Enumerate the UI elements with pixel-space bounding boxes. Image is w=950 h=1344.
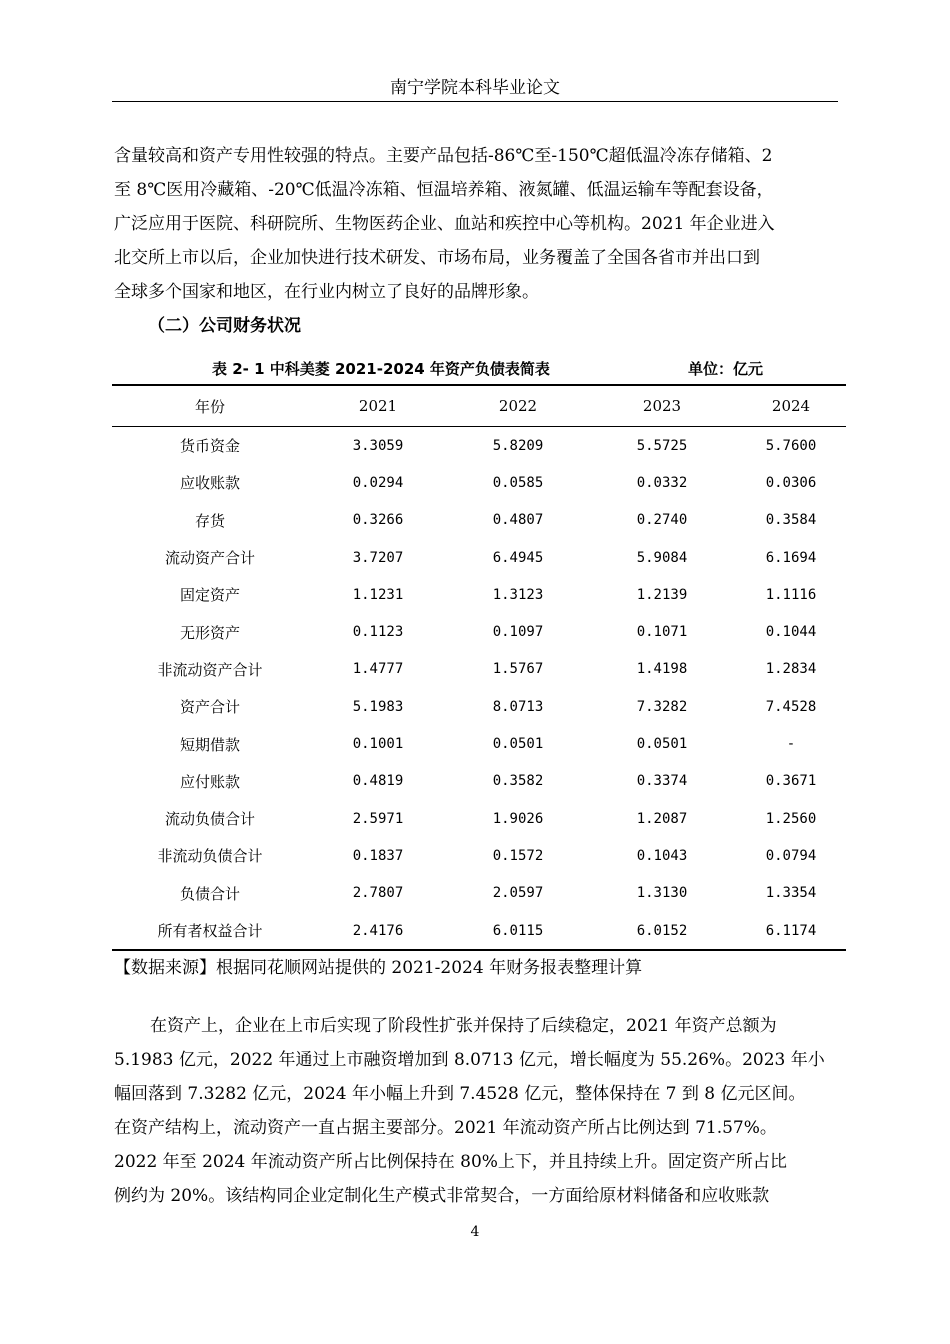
header-cell-2024: 2024 (771, 397, 811, 415)
value-cell: 0.3374 (636, 773, 688, 790)
value-cell: 5.1983 (352, 698, 404, 715)
row-label-cell: 非流动资产合计 (157, 660, 263, 679)
value-cell: 1.5767 (492, 661, 544, 678)
row-label-cell: 流动资产合计 (164, 549, 255, 568)
table-body (112, 427, 846, 951)
table-row (112, 763, 846, 800)
value-cell: 0.0501 (636, 736, 688, 753)
value-cell: 1.2834 (765, 661, 817, 678)
value-cell: 1.3123 (492, 586, 544, 603)
text-line: 例约为 20%。该结构同企业定制化生产模式非常契合，一方面给原材料储备和应收账款 (114, 1186, 770, 1206)
text-line: 含量较高和资产专用性较强的特点。主要产品包括-86℃至-150℃超低温冷冻存储箱、2 (114, 146, 773, 166)
value-cell: 6.1174 (765, 922, 817, 939)
value-cell: 3.3059 (352, 437, 404, 454)
page-number: 4 (470, 1224, 480, 1240)
text-line: 至 8℃医用冷藏箱、-20℃低温冷冻箱、恒温培养箱、液氮罐、低温运输车等配套设备， (114, 180, 774, 200)
header-cell-2022: 2022 (498, 397, 538, 415)
value-cell: 1.2087 (636, 810, 688, 827)
value-cell: 0.1572 (492, 847, 544, 864)
value-cell: 5.8209 (492, 437, 544, 454)
value-cell: 0.1001 (352, 736, 404, 753)
table-row (112, 912, 846, 950)
value-cell: 1.4198 (636, 661, 688, 678)
row-label-cell: 应付账款 (179, 772, 240, 791)
table-row (112, 502, 846, 539)
table-row (112, 875, 846, 912)
value-cell: 0.1123 (352, 624, 404, 641)
value-cell: 6.4945 (492, 549, 544, 566)
paragraph-asset-analysis (114, 1009, 838, 1213)
value-cell: 0.1044 (765, 624, 817, 641)
table-caption: 表 2- 1 中科美菱 2021-2024 年资产负债表简表 (212, 360, 550, 378)
value-cell: 1.3130 (636, 885, 688, 902)
value-cell: 1.3354 (765, 885, 817, 902)
value-cell: 1.9026 (492, 810, 544, 827)
value-cell: 7.3282 (636, 698, 688, 715)
value-cell: 1.2139 (636, 586, 688, 603)
value-cell: 5.7600 (765, 437, 817, 454)
value-cell: 0.3584 (765, 512, 817, 529)
header-cell-year: 年份 (194, 397, 225, 416)
section-heading: （二）公司财务状况 (148, 316, 301, 336)
value-cell: 0.4819 (352, 773, 404, 790)
text-line: 北交所上市以后，企业加快进行技术研发、市场布局，业务覆盖了全国各省市并出口到 (114, 248, 760, 268)
text-line: 广泛应用于医院、科研院所、生物医药企业、血站和疾控中心等机构。2021 年企业进入 (114, 214, 775, 234)
header-rule (112, 101, 838, 102)
text-line: 2022 年至 2024 年流动资产所占比例保持在 80%上下，并且持续上升。固定资产所占比 (114, 1152, 787, 1172)
value-cell: 0.4807 (492, 512, 544, 529)
table-header-row (112, 385, 846, 427)
table-row (112, 613, 846, 650)
text-line: 幅回落到 7.3282 亿元，2024 年小幅上升到 7.4528 亿元，整体保持在 7 到 8 亿元区间。 (114, 1084, 806, 1104)
row-label-cell: 固定资产 (179, 586, 240, 605)
value-cell: 1.2560 (765, 810, 817, 827)
row-label-cell: 所有者权益合计 (157, 922, 263, 940)
value-cell: 0.1097 (492, 624, 544, 641)
row-label-cell: 无形资产 (179, 623, 240, 642)
paragraph-company-overview (114, 139, 838, 309)
value-cell: 0.1837 (352, 847, 404, 864)
value-cell: 1.1116 (765, 586, 817, 603)
row-label-cell: 货币资金 (179, 437, 240, 456)
balance-sheet-table (112, 384, 846, 951)
value-cell: 7.4528 (765, 698, 817, 715)
page-header: 南宁学院本科毕业论文 (390, 78, 560, 98)
value-cell: 5.9084 (636, 549, 688, 566)
value-cell: 0.3582 (492, 773, 544, 790)
value-cell: 5.5725 (636, 437, 688, 454)
value-cell: 0.1043 (636, 847, 688, 864)
value-cell: 2.0597 (492, 885, 544, 902)
value-cell: 0.3266 (352, 512, 404, 529)
value-cell: 2.7807 (352, 885, 404, 902)
row-label-cell: 短期借款 (179, 735, 240, 754)
table-row (112, 800, 846, 837)
value-cell: 0.0332 (636, 474, 688, 491)
header-cell-2023: 2023 (642, 397, 682, 415)
value-cell: 0.1071 (636, 624, 688, 641)
value-cell: - (786, 736, 796, 753)
value-cell: 8.0713 (492, 698, 544, 715)
header-cell-2021: 2021 (358, 397, 398, 415)
source-note: 【数据来源】根据同花顺网站提供的 2021-2024 年财务报表整理计算 (114, 958, 643, 978)
table-row (112, 688, 846, 725)
table-row (112, 651, 846, 688)
table-row (112, 725, 846, 762)
table-row (112, 539, 846, 576)
value-cell: 6.0115 (492, 922, 544, 939)
table-unit: 单位：亿元 (688, 360, 764, 378)
text-line: 5.1983 亿元，2022 年通过上市融资增加到 8.0713 亿元，增长幅度为 55.26%。2023 年小 (114, 1050, 825, 1070)
row-label-cell: 应收账款 (179, 474, 240, 493)
table-row (112, 427, 846, 465)
value-cell: 0.2740 (636, 512, 688, 529)
value-cell: 6.0152 (636, 922, 688, 939)
value-cell: 0.0501 (492, 736, 544, 753)
text-line: 在资产结构上，流动资产一直占据主要部分。2021 年流动资产所占比例达到 71.57%。 (114, 1118, 777, 1138)
value-cell: 0.0794 (765, 847, 817, 864)
value-cell: 1.4777 (352, 661, 404, 678)
value-cell: 0.0306 (765, 474, 817, 491)
text-line: 在资产上，企业在上市后实现了阶段性扩张并保持了后续稳定，2021 年资产总额为 (150, 1016, 777, 1036)
table-row (112, 837, 846, 874)
table-row (112, 576, 846, 613)
row-label-cell: 非流动负债合计 (157, 847, 263, 866)
table-row (112, 464, 846, 501)
row-label-cell: 存货 (194, 511, 225, 530)
value-cell: 3.7207 (352, 549, 404, 566)
text-line: 全球多个国家和地区，在行业内树立了良好的品牌形象。 (114, 282, 539, 302)
row-label-cell: 资产合计 (179, 698, 240, 717)
value-cell: 2.5971 (352, 810, 404, 827)
value-cell: 0.0294 (352, 474, 404, 491)
value-cell: 0.3671 (765, 773, 817, 790)
value-cell: 2.4176 (352, 922, 404, 939)
value-cell: 1.1231 (352, 586, 404, 603)
row-label-cell: 流动负债合计 (164, 810, 255, 829)
value-cell: 0.0585 (492, 474, 544, 491)
row-label-cell: 负债合计 (179, 884, 240, 903)
value-cell: 6.1694 (765, 549, 817, 566)
